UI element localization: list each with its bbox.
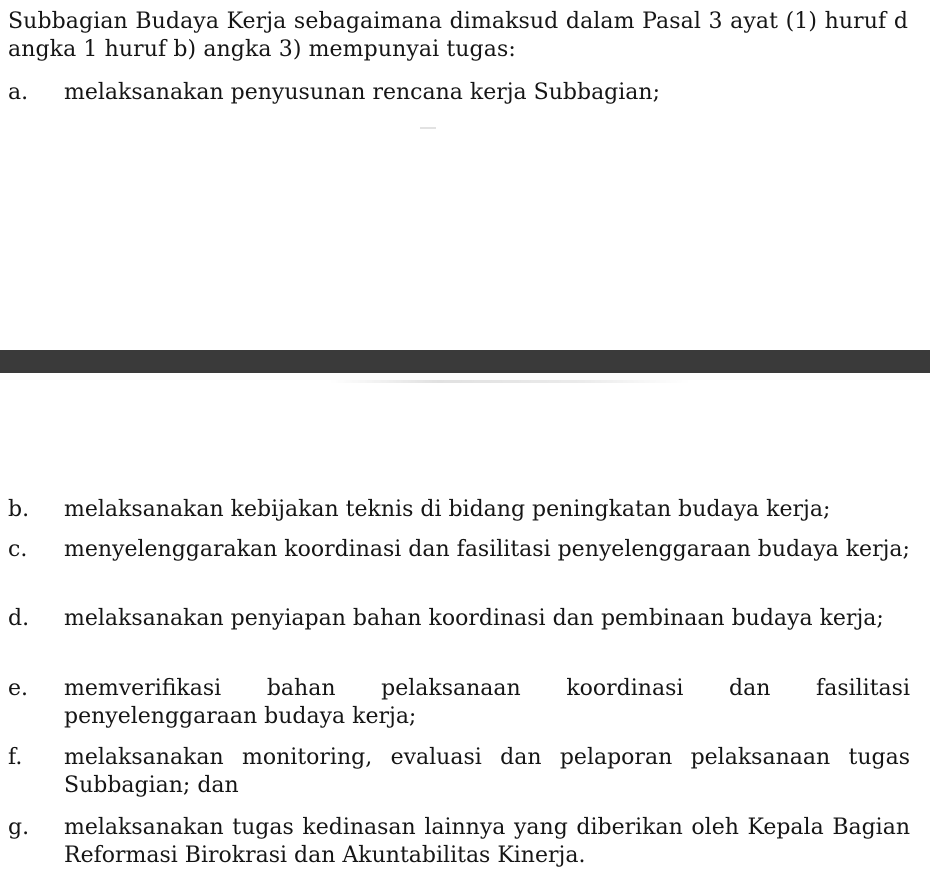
list-marker: c. — [8, 537, 28, 562]
list-item-a — [8, 79, 910, 107]
list-item-text: melaksanakan tugas kedinasan lainnya yang diberikan oleh Kepala Bagian Reformasi Birokrasi dan Akuntabilitas Kinerja. — [64, 815, 910, 868]
list-item-d — [8, 605, 910, 633]
list-marker: d. — [8, 606, 30, 631]
list-marker: g. — [8, 815, 30, 840]
list-item-g — [8, 814, 910, 870]
list-item-text: melaksanakan monitoring, evaluasi dan pelaporan pelaksanaan tugas Subbagian; dan — [64, 745, 910, 798]
list-marker: e. — [8, 676, 29, 701]
list-marker: b. — [8, 497, 30, 522]
list-marker: a. — [8, 80, 29, 105]
scan-artifact — [420, 127, 436, 129]
list-item-e — [8, 675, 910, 731]
list-item-text: memverifikasi bahan pelaksanaan koordinasi dan fasilitasi penyelenggaraan budaya kerja; — [64, 676, 910, 729]
list-item-f — [8, 744, 910, 800]
list-item-text: melaksanakan penyusunan rencana kerja Subbagian; — [64, 80, 660, 105]
list-marker: f. — [8, 745, 23, 770]
list-item-text: melaksanakan penyiapan bahan koordinasi dan pembinaan budaya kerja; — [64, 606, 884, 631]
intro-paragraph: Subbagian Budaya Kerja sebagaimana dimaksud dalam Pasal 3 ayat (1) huruf d angka 1 huruf b) angka 3) mempunyai tugas: — [8, 9, 908, 62]
scan-artifact — [330, 380, 690, 383]
list-item-text: menyelenggarakan koordinasi dan fasilitasi penyelenggaraan budaya kerja; — [64, 537, 910, 562]
list-item-b — [8, 496, 910, 524]
list-item-text: melaksanakan kebijakan teknis di bidang peningkatan budaya kerja; — [64, 497, 831, 522]
page-break-bar — [0, 350, 930, 373]
list-item-c — [8, 536, 910, 564]
